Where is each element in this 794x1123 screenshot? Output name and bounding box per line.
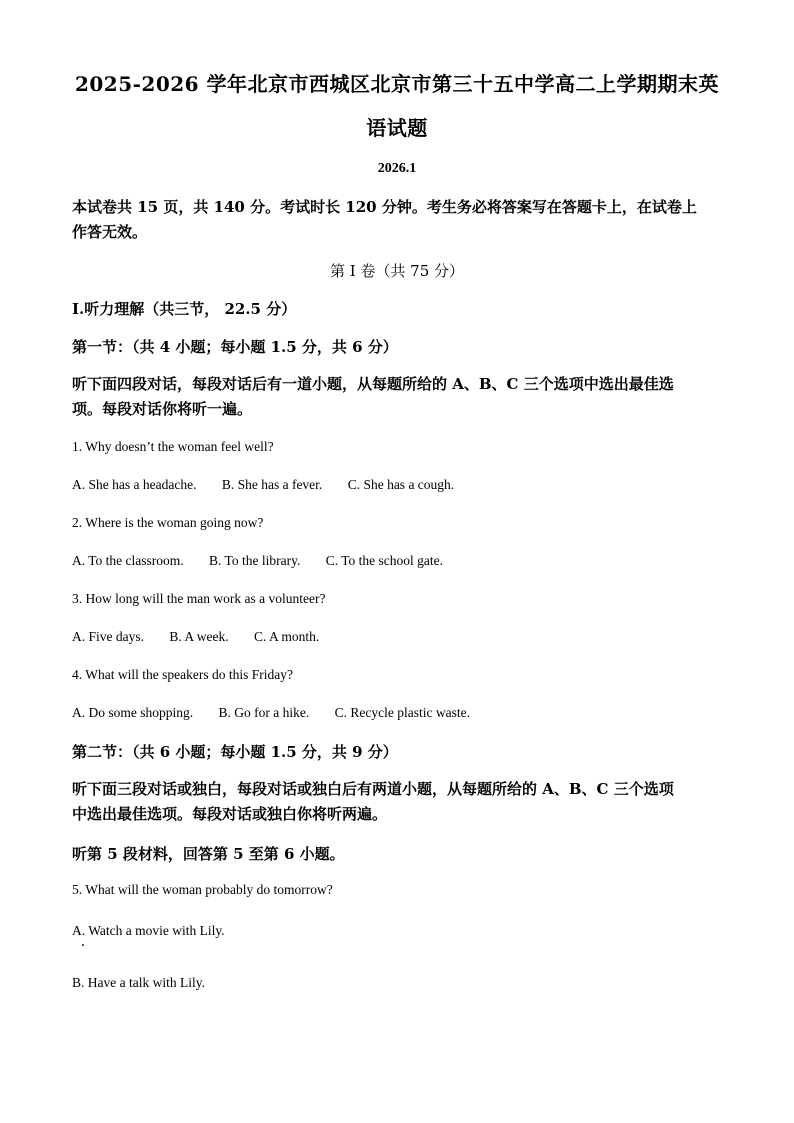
question-3-option-a: A. Five days.: [72, 629, 144, 644]
question-2-option-a: A. To the classroom.: [72, 553, 184, 568]
question-3-stem: 3. How long will the man work as a volunteer?: [72, 591, 326, 606]
section2-title: 第二节：（共 6 小题；每小题 1.5 分，共 9 分）: [72, 743, 398, 761]
volume-heading: 第 I 卷（共 75 分）: [329, 262, 465, 280]
part1-title: I.听力理解（共三节， 22.5 分）: [72, 300, 297, 318]
question-2-option-b: B. To the library.: [209, 553, 301, 568]
exam-instructions: [72, 195, 722, 245]
question-2-option-c: C. To the school gate.: [325, 553, 444, 568]
question-3-option-b: B. A week.: [169, 629, 229, 644]
exam-title-line1: 2025-2026 学年北京市西城区北京市第三十五中学高二上学期期末英: [74, 72, 720, 96]
section1-instr-line2: 项。每段对话你将听一遍。: [72, 400, 253, 418]
material-5-heading: 听第 5 段材料，回答第 5 至第 6 小题。: [72, 845, 345, 863]
question-5-option-b: B. Have a talk with Lily.: [72, 975, 205, 990]
exam-date: 2026.1: [377, 161, 417, 176]
question-1-option-c: C. She has a cough.: [347, 477, 455, 492]
question-4-option-b: B. Go for a hike.: [218, 705, 310, 720]
question-2-stem: 2. Where is the woman going now?: [72, 515, 264, 530]
question-4-stem: 4. What will the speakers do this Friday?: [72, 667, 293, 682]
exam-title-line2: 语试题: [366, 116, 428, 140]
section2-instr-line1: 听下面三段对话或独白，每段对话或独白后有两道小题，从每题所给的 A、B、C 三个选项: [72, 780, 674, 798]
instructions-line1: 本试卷共 15 页，共 140 分。考试时长 120 分钟。考生务必将答案写在答题卡上，在试卷上: [72, 198, 697, 216]
question-1-options: [72, 477, 476, 493]
question-1-stem: 1. Why doesn’t the woman feel well?: [72, 439, 274, 454]
section1-instr-line1: 听下面四段对话，每段对话后有一道小题，从每题所给的 A、B、C 三个选项中选出最佳选: [72, 375, 674, 393]
question-4-option-c: C. Recycle plastic waste.: [334, 705, 470, 720]
question-5-stem: 5. What will the woman probably do tomorrow?: [72, 882, 333, 897]
question-2-options: [72, 553, 465, 569]
section2-instr-line2: 中选出最佳选项。每段对话或独白你将听两遍。: [72, 805, 388, 823]
question-1-option-a: A. She has a headache.: [72, 477, 197, 492]
question-5-option-a: A. Watch a movie with Lily.: [72, 923, 225, 938]
section1-instructions: [72, 372, 722, 422]
question-4-option-a: A. Do some shopping.: [72, 705, 194, 720]
question-1-option-b: B. She has a fever.: [221, 477, 323, 492]
section2-instructions: [72, 777, 722, 827]
stray-dot: [82, 944, 84, 946]
question-3-option-c: C. A month.: [254, 629, 320, 644]
instructions-line2: 作答无效。: [72, 223, 148, 241]
question-3-options: [72, 629, 341, 645]
question-4-options: [72, 705, 492, 721]
section1-title: 第一节：（共 4 小题；每小题 1.5 分，共 6 分）: [72, 338, 398, 356]
